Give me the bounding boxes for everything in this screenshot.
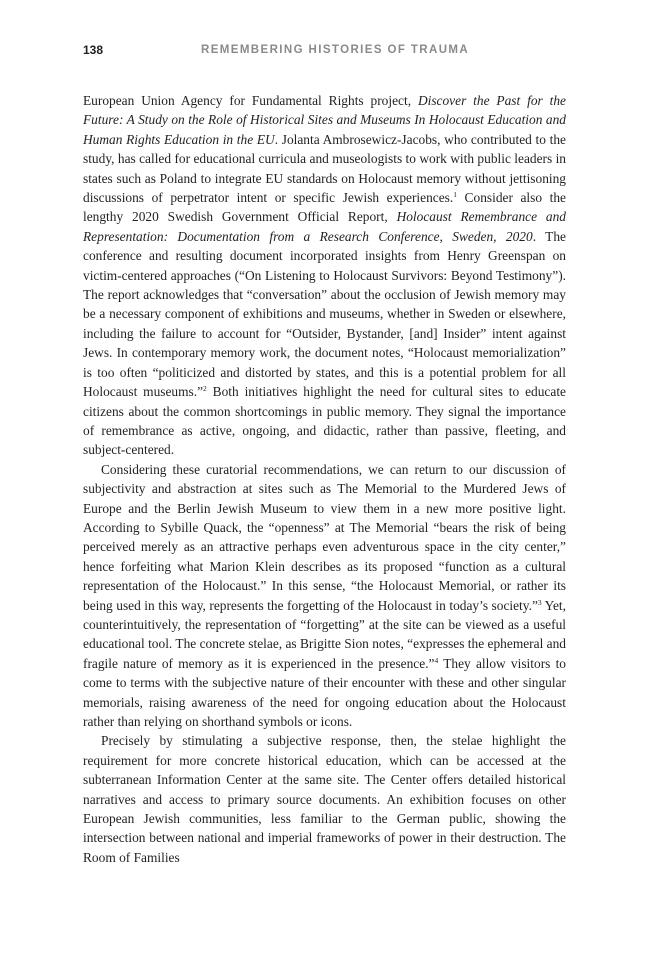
paragraph-1 [83,91,566,460]
footnote-marker: 4 [434,655,439,665]
page-number: 138 [83,43,104,57]
italic-title: Holocaust Remembrance and Representation: Documentation from a Research Conference, Sweden, 2020 [83,209,566,244]
text-run: Considering these curatorial recommendations, we can return to our discussion of subjectivity and abstraction at sites such as The Memorial to the Murdered Jews of Europe and the Berlin Jewish Museum to view them in a new more positive light. According to Sybille Quack, the “openness” at The Memorial “bears the risk of being perceived merely as an attractive perhaps even adventurous space in the city center,” hence forfeiting what Marion Klein describes as its proposed “function as a cultural representation of the Holocaust.” In this sense, “the Holocaust Memorial, or rather its being used in this way, represents the forgetting of the Holocaust in today’s society.” [83,461,566,613]
footnote-marker: 3 [537,597,542,607]
text-run: . Jolanta Ambrosewicz-Jacobs, who contributed to the study, has called for educational curricula and museologists to work with public leaders in states such as Poland to integrate EU standards on Holocaust memory without jettisoning discussions of perpetrator intent or specific Jewish experiences. [83,131,566,206]
text-run: Both initiatives highlight the need for cultural sites to educate citizens about the common shortcomings in public memory. They signal the importance of remembrance as active, ongoing, and didactic, rather than passive, fleeting, and subject-centered. [83,384,566,458]
italic-title: Discover the Past for the Future: A Study on the Role of Historical Sites and Museums In Holocaust Education and Human Rights Education in the EU [83,93,566,147]
body-text [83,91,566,867]
text-run: Consider also the lengthy 2020 Swedish Government Official Report, [83,190,566,225]
text-run: Yet, counterintuitively, the representation of “forgetting” at the site can be viewed as a useful educational tool. The concrete stelae, as Brigitte Sion notes, “expresses the ephemeral and fragile nature of memory as it is experienced in the presence.” [83,597,566,671]
paragraph-3 [83,731,566,867]
footnote-marker: 2 [203,384,207,394]
running-head: REMEMBERING HISTORIES OF TRAUMA [201,44,470,56]
footnote-marker: 1 [453,190,457,200]
text-run: Precisely by stimulating a subjective response, then, the stelae highlight the requirement for more concrete historical education, which can be accessed at the subterranean Information Center at the same site. The Center offers detailed historical narratives and access to primary source documents. An exhibition focuses on other European Jewish communities, less familiar to the German public, showing the intersection between national and imperial frameworks of power in their destruction. The Room of Families [83,733,566,865]
text-run: . The conference and resulting document incorporated insights from Henry Greenspan on victim-centered approaches (“On Listening to Holocaust Survivors: Beyond Testimony”). The report acknowledges that “conversation” about the occlusion of Jewish memory may be a necessary component of exhibitions and museums, whether in Sweden or elsewhere, including the failure to account for “Outsider, Bystander, [and] Insider” intent against Jews. In contemporary memory work, the document notes, “Holocaust memorialization” is too often “politicized and distorted by states, and this is a potential problem for all Holocaust museums.” [83,228,566,400]
text-run: They allow visitors to come to terms with the subjective nature of their encounter with these and other singular memorials, raising awareness of the need for ongoing education about the Holocaust rather than relying on shorthand symbols or icons. [83,655,567,729]
text-run: European Union Agency for Fundamental Rights project, [83,93,418,108]
paragraph-2 [83,460,566,732]
